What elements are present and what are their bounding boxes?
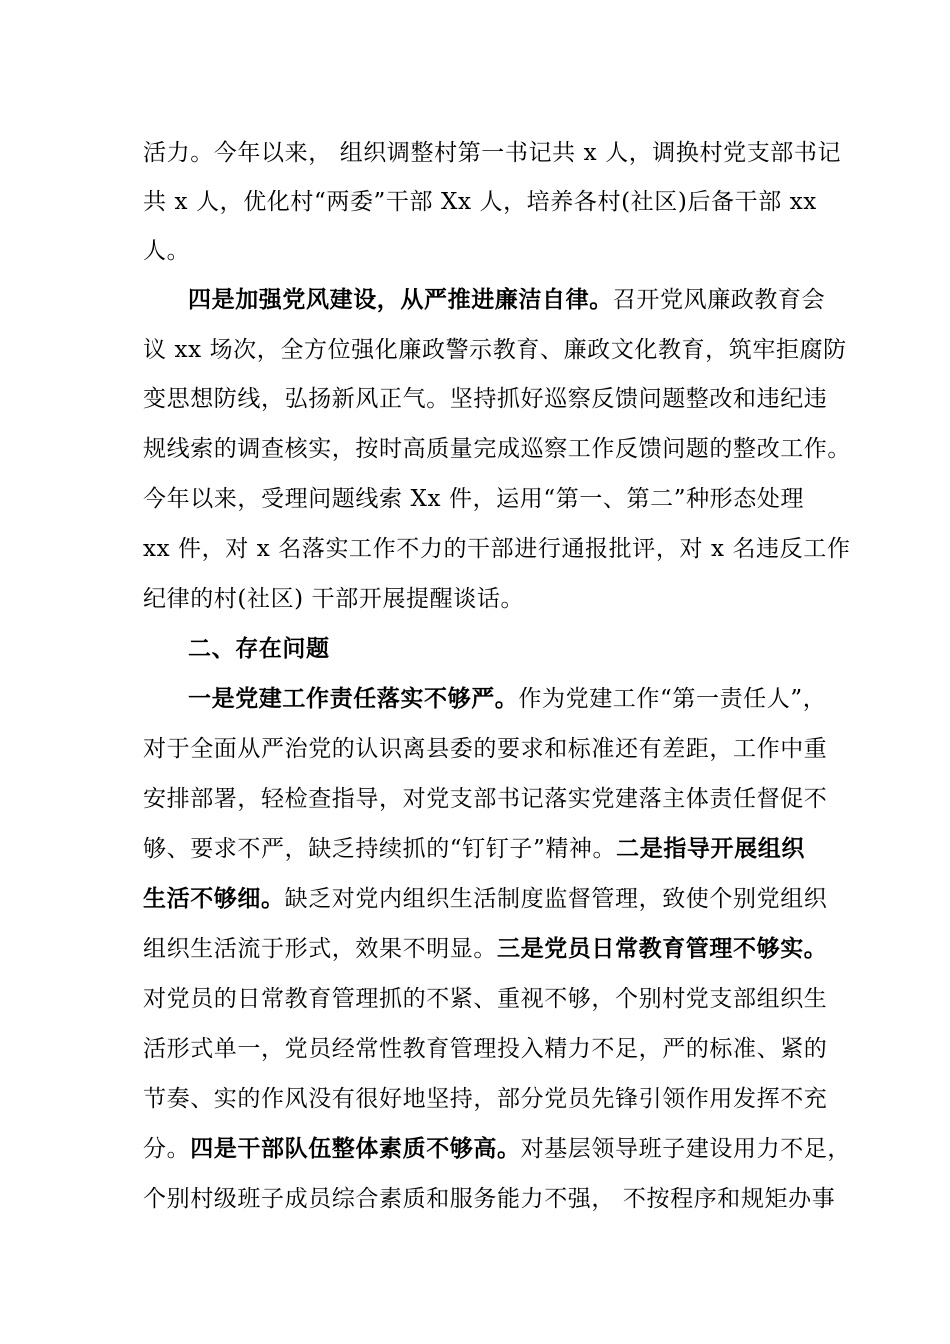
paragraph-3-line-11: 个别村级班子成员综合素质和服务能力不强， 不按程序和规矩办事 — [143, 1186, 836, 1212]
paragraph-3-line-3: 安排部署，轻检查指导，对党支部书记落实党建落主体责任督促不 — [143, 786, 828, 812]
problem-3-heading: 三是党员日常教育管理不够实。 — [497, 936, 828, 962]
paragraph-2-line-2: 议 xx 场次，全方位强化廉政警示教育、廉政文化教育，筑牢拒腐防 — [143, 337, 847, 363]
problem-2-heading-part-2: 生活不够细。 — [143, 886, 285, 912]
paragraph-2-heading: 四是加强党风建设，从严推进廉洁自律。 — [188, 287, 613, 313]
paragraph-3-line-10-text-end: 对基层领导班子建设用力不足， — [520, 1136, 852, 1162]
paragraph-2-line-1-text: 召开党风廉政教育会 — [612, 287, 826, 313]
paragraph-3-line-10 — [143, 1134, 851, 1164]
section-heading: 二、存在问题 — [188, 636, 330, 662]
paragraph-3-line-2: 对于全面从严治党的认识离县委的要求和标准还有差距，工作中重 — [143, 736, 828, 762]
paragraph-3-line-10-text-start: 分。 — [143, 1136, 191, 1162]
paragraph-1-line-1: 活力。今年以来， 组织调整村第一书记共 x 人，调换村党支部书记 — [143, 140, 842, 166]
problem-1-heading: 一是党建工作责任落实不够严。 — [188, 686, 519, 712]
paragraph-2-line-1 — [188, 285, 825, 315]
paragraph-3-line-7: 对党员的日常教育管理抓的不紧、重视不够，个别村党支部组织生 — [143, 986, 828, 1012]
paragraph-3-line-4-text: 够、要求不严，缺乏持续抓的“钉钉子”精神。 — [143, 836, 617, 862]
paragraph-3-line-1 — [188, 684, 826, 714]
problem-4-heading: 四是干部队伍整体素质不够高。 — [190, 1136, 521, 1162]
paragraph-2-line-3: 变思想防线，弘扬新风正气。坚持抓好巡察反馈问题整改和违纪违 — [143, 386, 828, 412]
paragraph-1-line-2: 共 x 人，优化村“两委”干部 Xx 人，培养各村(社区)后备干部 xx — [143, 189, 817, 215]
paragraph-2-line-5: 今年以来，受理问题线索 Xx 件，运用“第一、第二”种形态处理 — [143, 486, 805, 512]
paragraph-3-line-6 — [143, 934, 827, 964]
paragraph-3-line-5 — [143, 884, 827, 914]
problem-2-heading-part-1: 二是指导开展组织 — [616, 836, 805, 862]
paragraph-3-line-1-text: 作为党建工作“第一责任人”， — [518, 686, 827, 712]
paragraph-3-line-9: 节奏、实的作风没有很好地坚持，部分党员先锋引领作用发挥不充 — [143, 1086, 828, 1112]
paragraph-2-line-6: xx 件，对 x 名落实工作不力的干部进行通报批评，对 x 名违反工作 — [143, 536, 851, 562]
paragraph-2-line-4: 规线索的调查核实，按时高质量完成巡察工作反馈问题的整改工作。 — [143, 436, 851, 462]
paragraph-2-line-7: 纪律的村(社区) 干部开展提醒谈话。 — [143, 586, 525, 612]
paragraph-3-line-8: 活形式单一，党员经常性教育管理投入精力不足，严的标准、紧的 — [143, 1036, 828, 1062]
paragraph-3-line-4 — [143, 834, 805, 864]
paragraph-1-line-3: 人。 — [143, 238, 191, 264]
paragraph-3-line-5-text: 缺乏对党内组织生活制度监督管理，致使个别党组织 — [284, 886, 828, 912]
paragraph-3-line-6-text: 组织生活流于形式，效果不明显。 — [143, 936, 497, 962]
